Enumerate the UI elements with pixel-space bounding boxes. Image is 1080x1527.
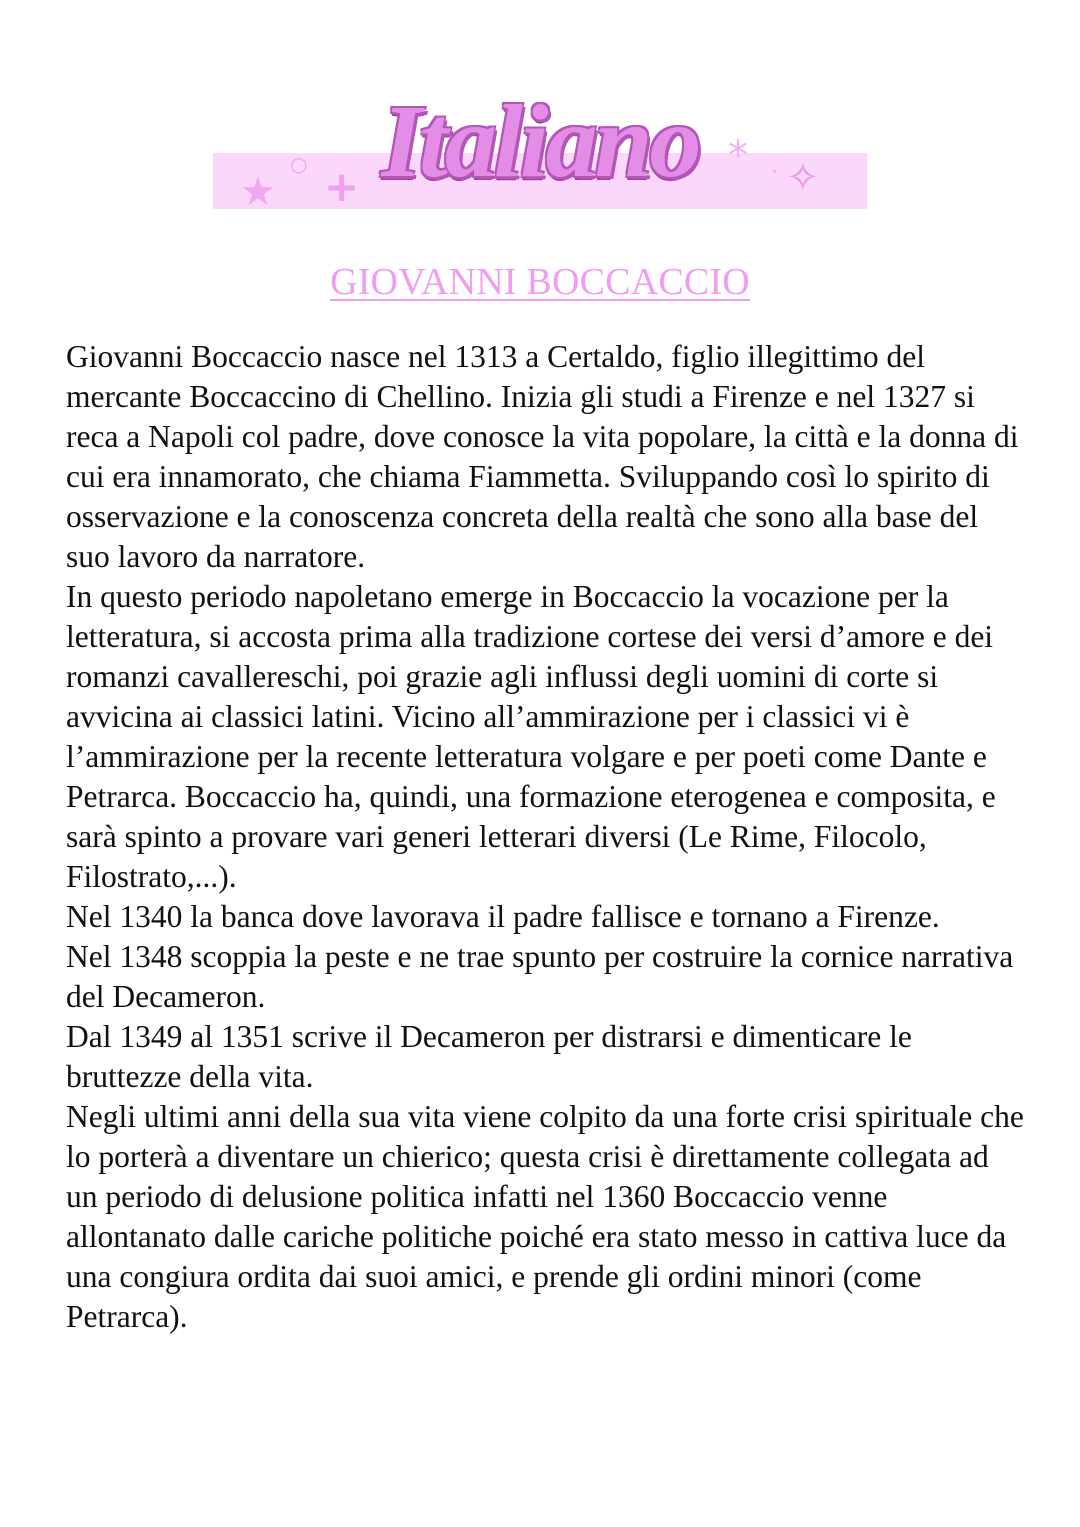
dot-icon: · xyxy=(770,155,779,188)
paragraph-4: Nel 1348 scoppia la peste e ne trae spunto per costruire la cornice narrativa del Decameron. xyxy=(66,939,1014,1014)
paragraph-2: In questo periodo napoletano emerge in Boccaccio la vocazione per la letteratura, si accosta prima alla tradizione cortese dei versi d’amore e dei romanzi cavallereschi, poi grazie agli influssi degli uomini di corte si avvicina ai classici latini. Vicino all’ammirazione per i classici vi è l’ammirazione per la recente letteratura volgare e per poeti come Dante e Petrarca. Boccaccio ha, quindi, una formazione eterogenea e composita, e sarà spinto a provare vari generi letterari diversi (Le Rime, Filocolo, Filostrato,...). xyxy=(66,579,996,894)
asterisk-icon: * xyxy=(728,133,748,179)
star-icon: ★ xyxy=(240,169,276,215)
paragraph-5: Dal 1349 al 1351 scrive il Decameron per distrarsi e dimenticare le bruttezze della vita. xyxy=(66,1019,912,1094)
subject-logo: Italiano xyxy=(381,84,699,199)
page-title: GIOVANNI BOCCACCIO xyxy=(330,261,750,303)
sparkle-icon: ✧ xyxy=(786,155,820,201)
paragraph-6: Negli ultimi anni della sua vita viene colpito da una forte crisi spirituale che lo porterà a diventare un chierico; questa crisi è direttamente collegata ad un periodo di delusione politica infatti nel 1360 Boccaccio venne allontanato dalle cariche politiche poiché era stato messo in cattiva luce da una congiura ordita dai suoi amici, e prende gli ordini minori (come Petrarca). xyxy=(66,1099,1024,1334)
ring-icon: ○ xyxy=(290,152,308,176)
plus-icon: + xyxy=(324,162,360,211)
paragraph-1: Giovanni Boccaccio nasce nel 1313 a Certaldo, figlio illegittimo del mercante Boccaccino di Chellino. Inizia gli studi a Firenze e nel 1327 si reca a Napoli col padre, dove conosce la vita popolare, la città e la donna di cui era innamorato, che chiama Fiammetta. Sviluppando così lo spirito di osservazione e la conoscenza concreta della realtà che sono alla base del suo lavoro da narratore. xyxy=(66,339,1019,574)
header-banner xyxy=(0,80,1080,230)
paragraph-3: Nel 1340 la banca dove lavorava il padre fallisce e tornano a Firenze. xyxy=(66,899,940,934)
document-body xyxy=(66,337,1026,1337)
